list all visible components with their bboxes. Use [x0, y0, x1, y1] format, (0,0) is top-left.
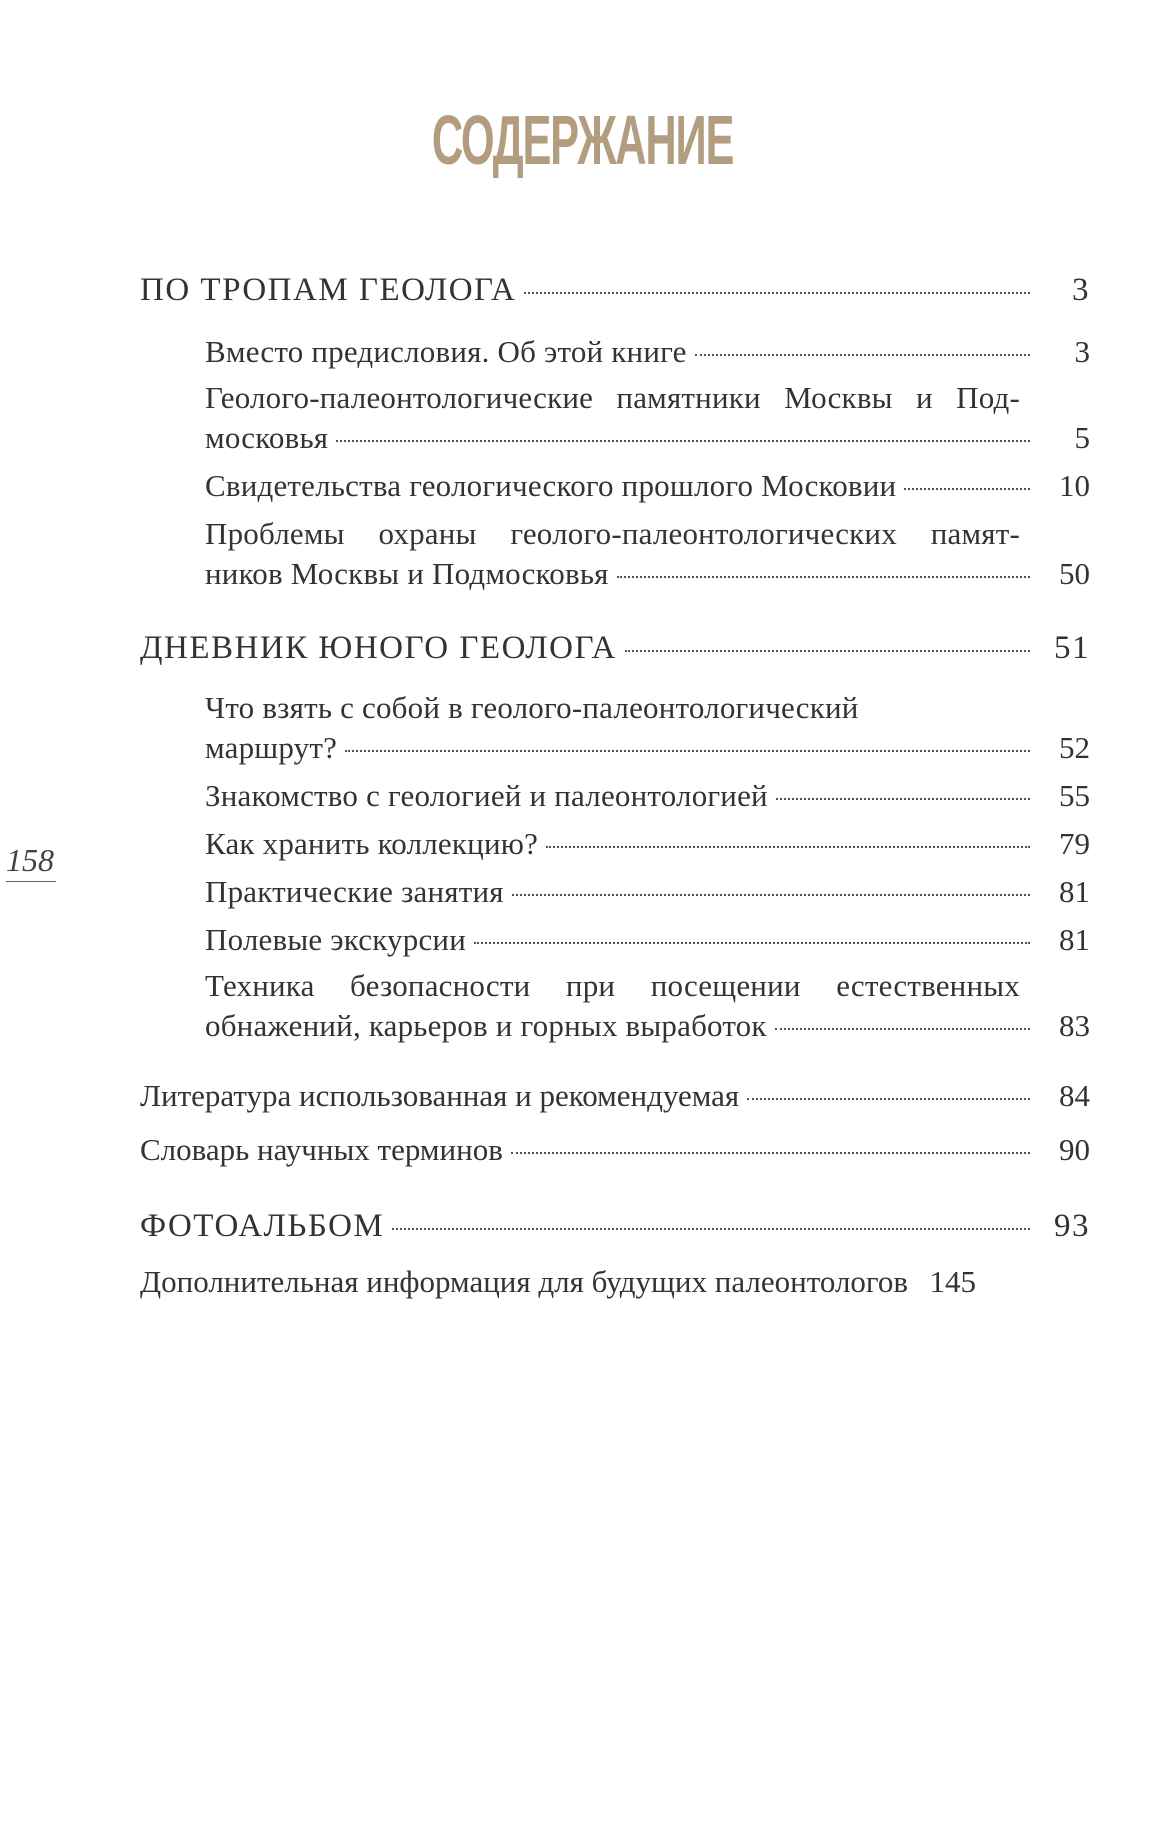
toc-label-line2: ников Москвы и Подмосковья — [205, 556, 609, 591]
toc-leader — [775, 1028, 1030, 1030]
toc-leader — [546, 846, 1030, 848]
toc-leader — [776, 798, 1030, 800]
toc-label: Литература использованная и рекомендуемая — [140, 1078, 740, 1113]
toc-entry-s1-2[interactable] — [140, 378, 1090, 458]
toc-leader — [747, 1098, 1030, 1100]
toc-entry-s2[interactable] — [140, 628, 1090, 668]
toc-page: 52 — [1059, 730, 1090, 765]
toc-entry-s2-5[interactable] — [140, 920, 1090, 960]
toc-leader — [512, 894, 1030, 896]
toc-page: 145 — [929, 1264, 976, 1299]
toc-label: ФОТОАЛЬБОМ — [140, 1208, 385, 1244]
toc-entry-s5[interactable] — [140, 1206, 1090, 1246]
toc-page: 90 — [1059, 1132, 1090, 1167]
page-number: 158 — [6, 842, 56, 882]
toc-page: 83 — [1059, 1008, 1090, 1043]
toc-entry-s1[interactable] — [140, 270, 1090, 310]
toc-label-line1: Проблемы охраны геолого-палеонтологических памят- — [205, 516, 1020, 551]
toc-leader — [345, 750, 1030, 752]
toc-label-line2: обнажений, карьеров и горных выработок — [205, 1008, 767, 1043]
page-title: СОДЕРЖАНИЕ — [431, 101, 734, 179]
toc-page: 93 — [1054, 1208, 1090, 1244]
toc-page: 5 — [1074, 420, 1090, 455]
toc-page: 50 — [1059, 556, 1090, 591]
toc-label: ДНЕВНИК ЮНОГО ГЕОЛОГА — [140, 630, 617, 666]
toc-label: Знакомство с геологией и палеонтологией — [205, 778, 768, 813]
toc-page: 55 — [1059, 778, 1090, 813]
toc-label: ПО ТРОПАМ ГЕОЛОГА — [140, 272, 517, 308]
toc-entry-s2-3[interactable] — [140, 824, 1090, 864]
toc-label: Как хранить коллекцию? — [205, 826, 539, 861]
toc-label: Дополнительная информация для будущих палеонтологов — [140, 1264, 908, 1299]
toc-leader — [625, 650, 1030, 652]
toc-entry-s2-6[interactable] — [140, 966, 1090, 1046]
toc-page: 3 — [1072, 272, 1090, 308]
toc-page: 3 — [1074, 334, 1090, 369]
toc-leader — [524, 292, 1030, 294]
toc-label-line2: московья — [205, 420, 329, 455]
toc-label-line1: Геолого-палеонтологические памятники Москвы и Под- — [205, 380, 1020, 415]
toc-leader — [392, 1228, 1030, 1230]
toc-label: Свидетельства геологического прошлого Московии — [205, 468, 897, 503]
toc-label: Полевые экскурсии — [205, 922, 466, 957]
toc-page: 81 — [1059, 874, 1090, 909]
toc-page: 10 — [1059, 468, 1090, 503]
toc-leader — [695, 354, 1030, 356]
toc-entry-s6[interactable] — [140, 1262, 1090, 1302]
toc-label: Словарь научных терминов — [140, 1132, 503, 1167]
toc-entry-s1-3[interactable] — [140, 466, 1090, 506]
toc-leader — [336, 440, 1030, 442]
toc-leader — [904, 488, 1030, 490]
toc-label-line2: маршрут? — [205, 730, 338, 765]
toc-label-line1: Техника безопасности при посещении естественных — [205, 968, 1020, 1003]
toc-page: 81 — [1059, 922, 1090, 957]
toc-leader — [474, 942, 1030, 944]
toc-label: Вместо предисловия. Об этой книге — [205, 334, 687, 369]
toc-page: 84 — [1059, 1078, 1090, 1113]
toc-page: 79 — [1059, 826, 1090, 861]
toc-entry-s2-2[interactable] — [140, 776, 1090, 816]
toc-entry-s1-4[interactable] — [140, 514, 1090, 594]
toc-entry-s4[interactable] — [140, 1130, 1090, 1170]
toc-page: 51 — [1054, 630, 1090, 666]
toc-label: Практические занятия — [205, 874, 504, 909]
toc-entry-s3[interactable] — [140, 1076, 1090, 1116]
toc-label-line1: Что взять с собой в геолого-палеонтологический — [205, 690, 859, 725]
toc-entry-s2-4[interactable] — [140, 872, 1090, 912]
toc-leader — [617, 576, 1030, 578]
toc-entry-s1-1[interactable] — [140, 332, 1090, 372]
toc-leader — [511, 1152, 1030, 1154]
toc-entry-s2-1[interactable] — [140, 688, 1090, 768]
